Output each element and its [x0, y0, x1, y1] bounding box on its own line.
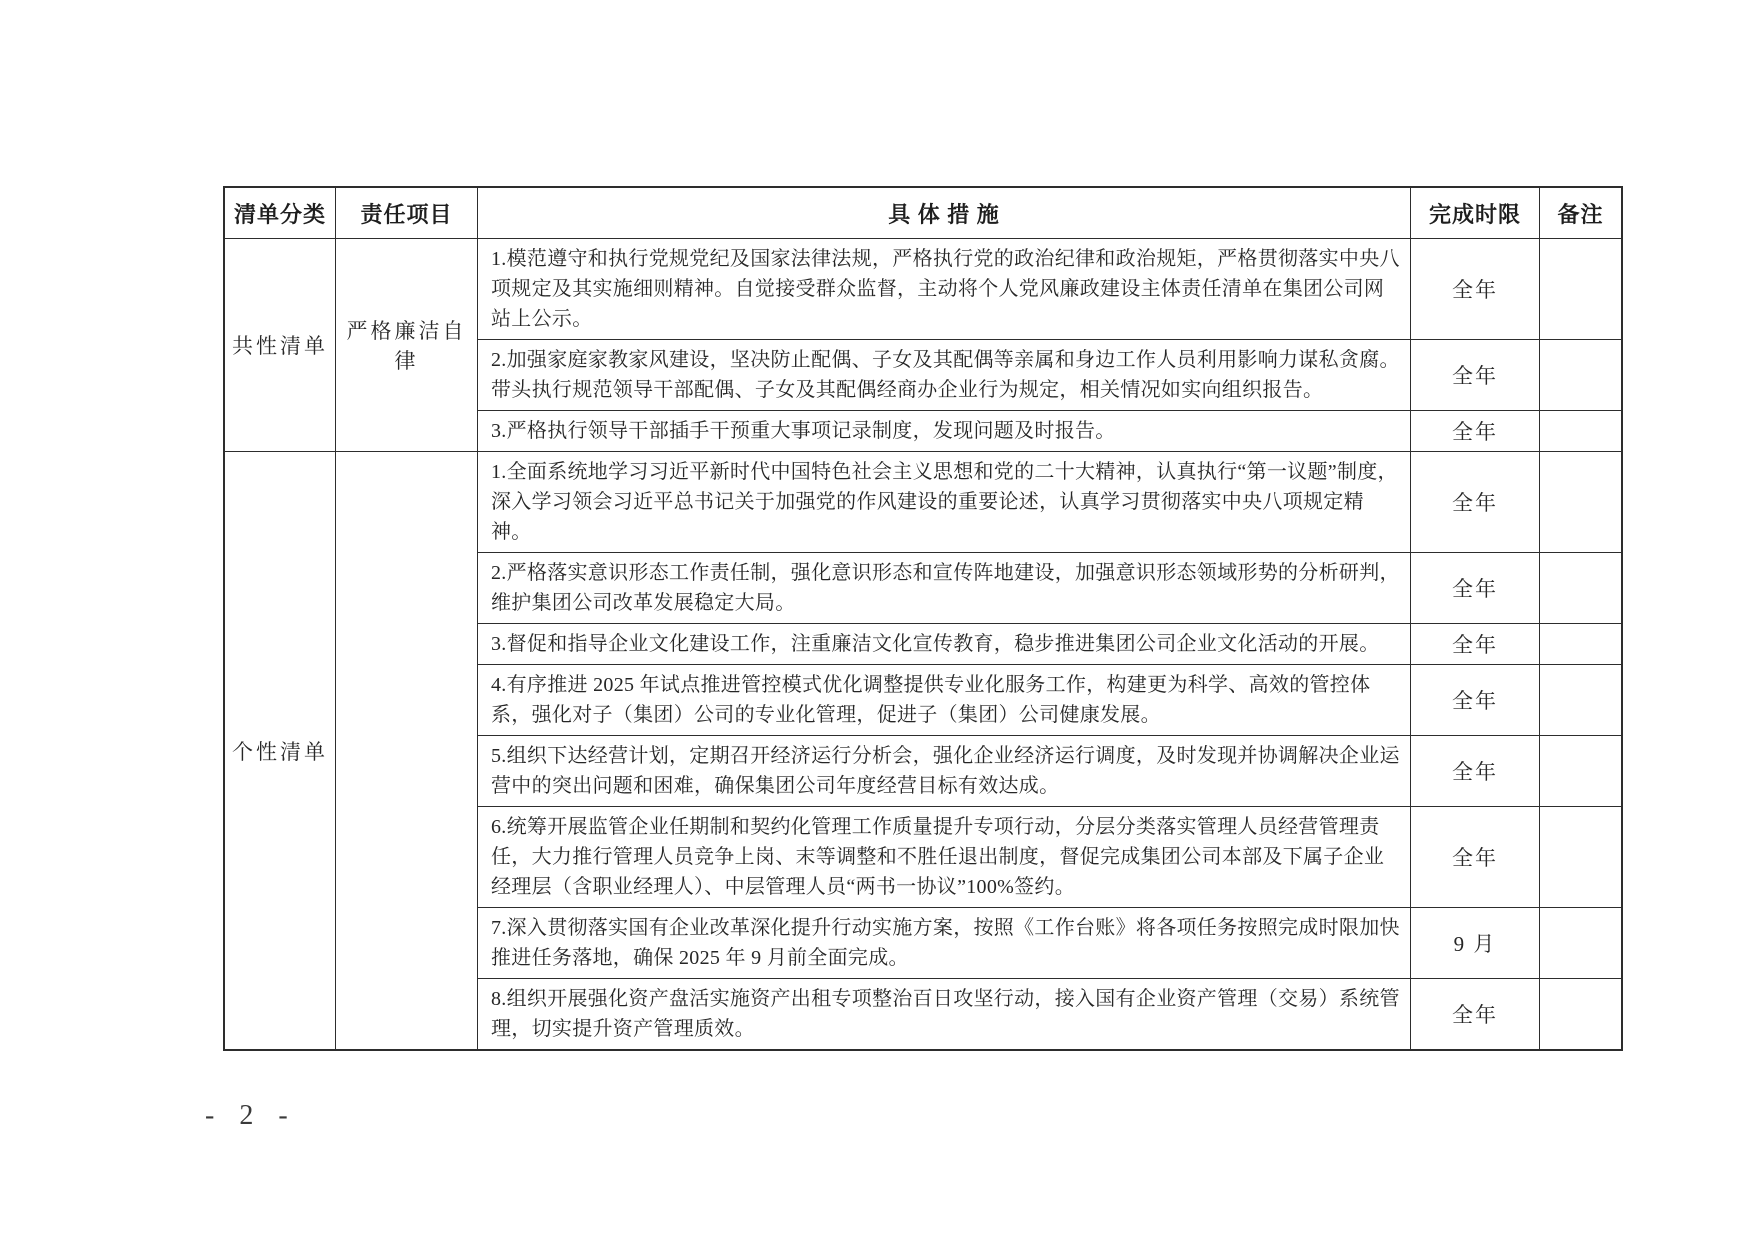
header-category: 清单分类	[225, 188, 336, 238]
responsibility-cell	[336, 452, 478, 1049]
measure-cell: 6.统筹开展监管企业任期制和契约化管理工作质量提升专项行动，分层分类落实管理人员经营管理责任，大力推行管理人员竞争上岗、末等调整和不胜任退出制度，督促完成集团公司本部及下属子企业经理层（含职业经理人）、中层管理人员“两书一协议”100%签约。	[478, 807, 1411, 907]
table-row	[478, 665, 1621, 736]
header-deadline: 完成时限	[1411, 188, 1540, 238]
remark-cell	[1540, 411, 1621, 451]
category-cell: 共性清单	[225, 239, 336, 451]
measure-cell: 1.模范遵守和执行党规党纪及国家法律法规，严格执行党的政治纪律和政治规矩，严格贯彻落实中央八项规定及其实施细则精神。自觉接受群众监督，主动将个人党风廉政建设主体责任清单在集团公司网站上公示。	[478, 239, 1411, 339]
remark-cell	[1540, 553, 1621, 623]
deadline-cell: 全年	[1411, 411, 1540, 451]
measure-cell: 7.深入贯彻落实国有企业改革深化提升行动实施方案，按照《工作台账》将各项任务按照完成时限加快推进任务落地，确保 2025 年 9 月前全面完成。	[478, 908, 1411, 978]
deadline-cell: 全年	[1411, 665, 1540, 735]
deadline-cell: 全年	[1411, 452, 1540, 552]
measure-cell: 1.全面系统地学习习近平新时代中国特色社会主义思想和党的二十大精神，认真执行“第一议题”制度，深入学习领会习近平总书记关于加强党的作风建设的重要论述，认真学习贯彻落实中央八项规定精神。	[478, 452, 1411, 552]
section-rows	[478, 452, 1621, 1049]
table-row	[478, 979, 1621, 1049]
deadline-cell: 全年	[1411, 553, 1540, 623]
deadline-cell: 全年	[1411, 340, 1540, 410]
table-row	[478, 553, 1621, 624]
remark-cell	[1540, 340, 1621, 410]
measure-cell: 2.加强家庭家教家风建设，坚决防止配偶、子女及其配偶等亲属和身边工作人员利用影响力谋私贪腐。带头执行规范领导干部配偶、子女及其配偶经商办企业行为规定，相关情况如实向组织报告。	[478, 340, 1411, 410]
table-row	[478, 340, 1621, 411]
measure-cell: 3.严格执行领导干部插手干预重大事项记录制度，发现问题及时报告。	[478, 411, 1411, 451]
deadline-cell: 9 月	[1411, 908, 1540, 978]
remark-cell	[1540, 736, 1621, 806]
deadline-cell: 全年	[1411, 979, 1540, 1049]
deadline-cell: 全年	[1411, 239, 1540, 339]
responsibility-cell: 严格廉洁自律	[336, 239, 478, 451]
section-common-list	[225, 239, 1621, 452]
table-header-row	[225, 188, 1621, 239]
table-row	[478, 736, 1621, 807]
remark-cell	[1540, 908, 1621, 978]
measure-cell: 8.组织开展强化资产盘活实施资产出租专项整治百日攻坚行动，接入国有企业资产管理（交易）系统管理，切实提升资产管理质效。	[478, 979, 1411, 1049]
remark-cell	[1540, 665, 1621, 735]
category-cell: 个性清单	[225, 452, 336, 1049]
deadline-cell: 全年	[1411, 624, 1540, 664]
header-measures: 具 体 措 施	[478, 188, 1411, 238]
remark-cell	[1540, 807, 1621, 907]
remark-cell	[1540, 979, 1621, 1049]
table-row	[478, 807, 1621, 908]
header-remark: 备注	[1557, 201, 1604, 227]
remark-cell	[1540, 452, 1621, 552]
deadline-cell: 全年	[1411, 807, 1540, 907]
table-row	[478, 452, 1621, 553]
measure-cell: 4.有序推进 2025 年试点推进管控模式优化调整提供专业化服务工作，构建更为科学、高效的管控体系，强化对子（集团）公司的专业化管理，促进子（集团）公司健康发展。	[478, 665, 1411, 735]
table-row	[478, 411, 1621, 451]
deadline-cell: 全年	[1411, 736, 1540, 806]
measure-cell: 5.组织下达经营计划，定期召开经济运行分析会，强化企业经济运行调度，及时发现并协调解决企业运营中的突出问题和困难，确保集团公司年度经营目标有效达成。	[478, 736, 1411, 806]
responsibility-checklist-table	[223, 186, 1623, 1051]
section-rows	[478, 239, 1621, 451]
table-row	[478, 908, 1621, 979]
remark-cell	[1540, 239, 1621, 339]
table-row	[478, 239, 1621, 340]
table-row	[478, 624, 1621, 665]
measure-cell: 3.督促和指导企业文化建设工作，注重廉洁文化宣传教育，稳步推进集团公司企业文化活动的开展。	[478, 624, 1411, 664]
page-number: - 2 -	[205, 1100, 293, 1131]
measure-cell: 2.严格落实意识形态工作责任制，强化意识形态和宣传阵地建设，加强意识形态领域形势的分析研判，维护集团公司改革发展稳定大局。	[478, 553, 1411, 623]
remark-cell	[1540, 624, 1621, 664]
header-responsibility: 责任项目	[336, 188, 478, 238]
section-individual-list	[225, 452, 1621, 1049]
